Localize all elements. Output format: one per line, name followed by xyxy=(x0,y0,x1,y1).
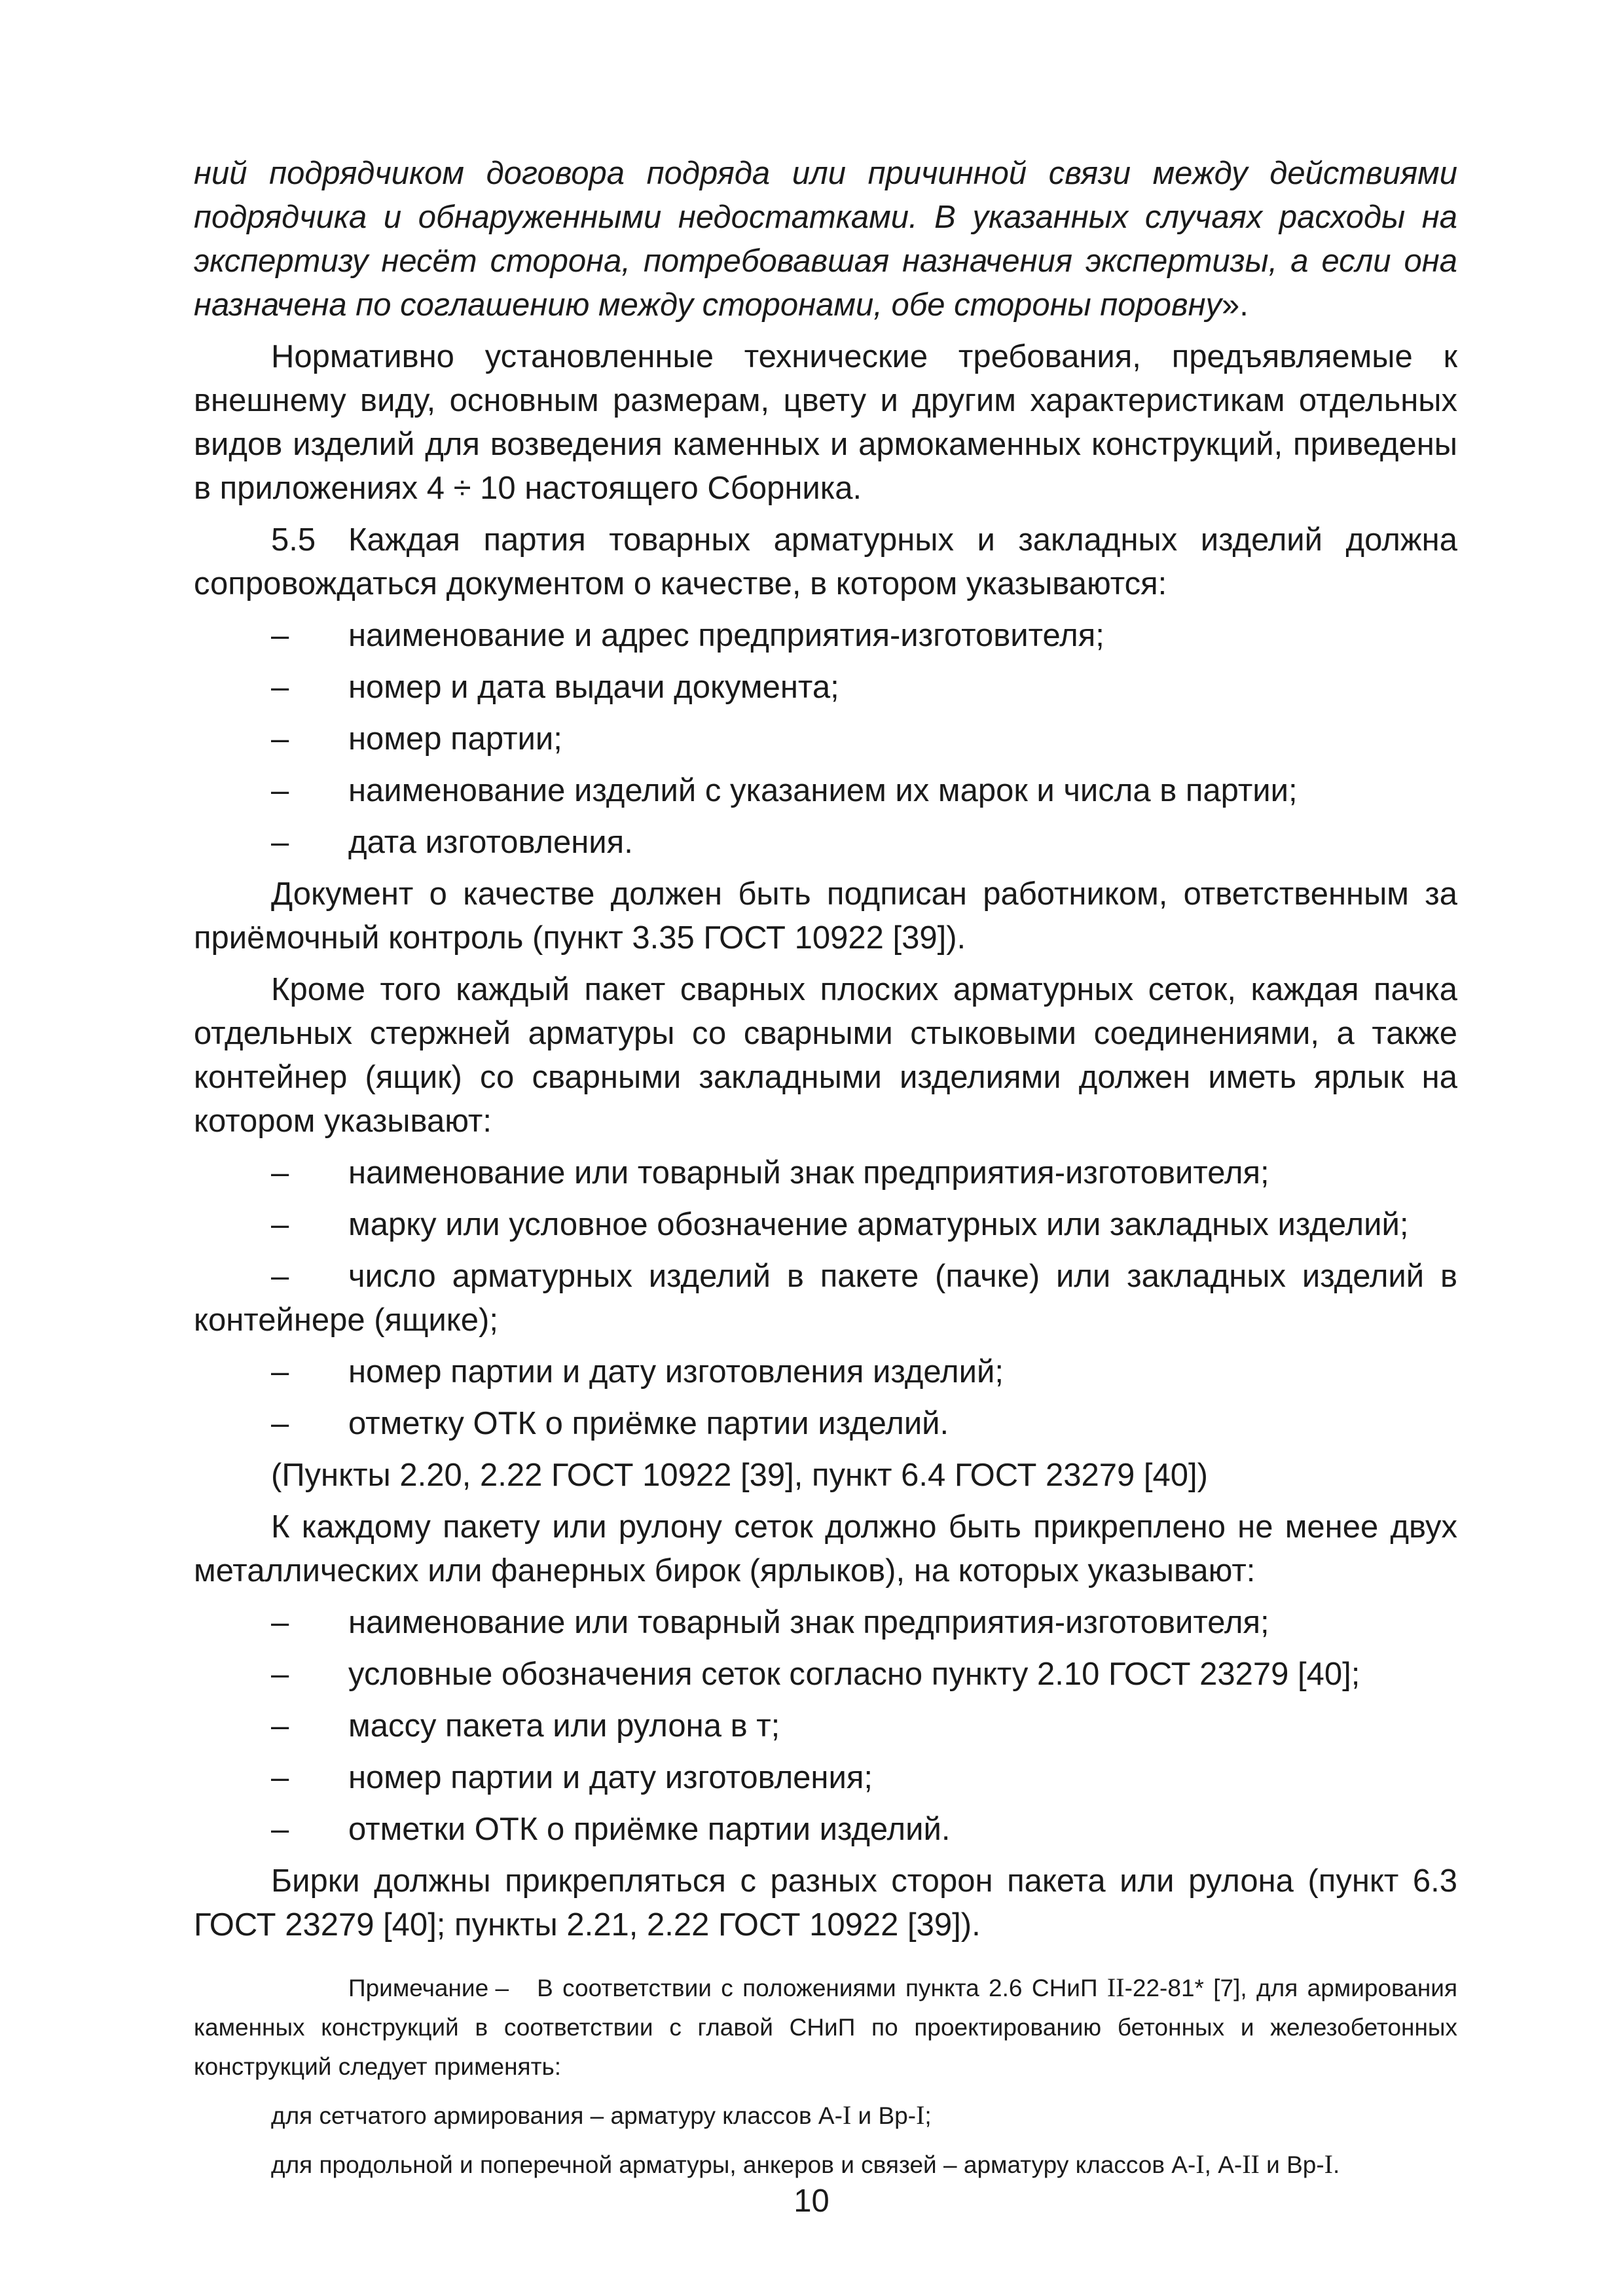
note-text: В соответствии с положениями пункта 2.6 СНиП xyxy=(537,1975,1107,2001)
list-item-text: номер и дата выдачи документа; xyxy=(348,670,839,705)
normative-paragraph: Нормативно установленные технические требования, предъявляемые к внешнему виду, основным размерам, цвету и другим характеристикам отдельных видов изделий для возведения каменных и армокаменных конструкций, приведены в приложениях 4 ÷ 10 настоящего Сборника. xyxy=(194,339,1457,506)
list-item-text: наименование изделий с указанием их марок и числа в партии; xyxy=(348,773,1298,808)
package-label-list xyxy=(194,1151,1457,1446)
list-item xyxy=(194,614,1457,658)
intro-italic-text: ний подрядчиком договора подряда или причинной связи между действиями подрядчика и обнаруженными недостатками. В указанных случаях расходы на экспертизу несёт сторона, потребовавшая назначения экспертизы, а если она назначена по соглашению между сторонами, обе стороны поровну xyxy=(194,156,1457,323)
list-item xyxy=(194,1151,1457,1195)
note-roman: I xyxy=(1324,2149,1333,2179)
note-paragraph xyxy=(194,1968,1457,2087)
tag-info-list xyxy=(194,1601,1457,1852)
list-item xyxy=(194,1255,1457,1342)
tags-paragraph: К каждому пакету или рулону сеток должно быть прикреплено не менее двух металлических или фанерных бирок (ярлыков), на которых указывают: xyxy=(194,1509,1457,1588)
list-item xyxy=(194,1704,1457,1748)
signed-paragraph: Документ о качестве должен быть подписан работником, ответственным за приёмочный контроль (пункт 3.35 ГОСТ 10922 [39]). xyxy=(194,876,1457,956)
list-item-text: массу пакета или рулона в т; xyxy=(348,1708,780,1744)
document-page xyxy=(194,152,1457,2185)
note-line-text: . xyxy=(1332,2151,1340,2178)
list-dash: – xyxy=(271,1812,289,1847)
note-line-text: и Вр- xyxy=(1259,2151,1324,2178)
list-item xyxy=(194,821,1457,865)
note-line-mesh xyxy=(271,2096,1457,2136)
note-line-longitudinal xyxy=(271,2145,1457,2185)
list-item-text: наименование и адрес предприятия-изготовителя; xyxy=(348,618,1104,653)
list-dash: – xyxy=(271,721,289,757)
list-item-text: отметку ОТК о приёмке партии изделий. xyxy=(348,1406,949,1441)
list-item-text: дата изготовления. xyxy=(348,825,633,860)
list-dash: – xyxy=(271,825,289,860)
list-item-text: отметки ОТК о приёмке партии изделий. xyxy=(348,1812,951,1847)
list-dash: – xyxy=(271,773,289,808)
list-dash: – xyxy=(271,1760,289,1795)
list-item-text: условные обозначения сеток согласно пункту 2.10 ГОСТ 23279 [40]; xyxy=(348,1657,1360,1692)
refs-paragraph: (Пункты 2.20, 2.22 ГОСТ 10922 [39], пункт 6.4 ГОСТ 23279 [40]) xyxy=(271,1458,1208,1493)
intro-tail: ». xyxy=(1222,287,1249,323)
package-paragraph: Кроме того каждый пакет сварных плоских арматурных сеток, каждая пачка отдельных стержней арматуры со сварными стыковыми соединениями, а также контейнер (ящик) со сварными закладными изделиями должен иметь ярлык на котором указывают: xyxy=(194,972,1457,1139)
intro-paragraph xyxy=(194,152,1457,327)
list-dash: – xyxy=(271,670,289,705)
list-item-text: номер партии и дату изготовления изделий; xyxy=(348,1354,1004,1390)
list-dash: – xyxy=(271,1155,289,1191)
note-line-text: для продольной и поперечной арматуры, анкеров и связей – арматуру классов А- xyxy=(271,2151,1196,2178)
section-number: 5.5 xyxy=(271,522,316,558)
note-roman: II xyxy=(1106,1973,1125,2002)
list-item xyxy=(194,1350,1457,1394)
section-5-5-paragraph xyxy=(194,518,1457,606)
list-item-text: номер партии и дату изготовления; xyxy=(348,1760,873,1795)
list-item xyxy=(194,717,1457,761)
list-dash: – xyxy=(271,1605,289,1640)
attach-paragraph: Бирки должны прикрепляться с разных сторон пакета или рулона (пункт 6.3 ГОСТ 23279 [40]; пункты 2.21, 2.22 ГОСТ 10922 [39]). xyxy=(194,1863,1457,1943)
note-line-text: ; xyxy=(924,2102,932,2129)
quality-doc-list xyxy=(194,614,1457,865)
note-label: Примечание – xyxy=(348,1975,509,2001)
list-dash: – xyxy=(271,1354,289,1390)
list-item xyxy=(194,1756,1457,1800)
list-item xyxy=(194,1808,1457,1852)
note-roman: I xyxy=(842,2100,852,2130)
list-item xyxy=(194,666,1457,709)
section-5-5-text: Каждая партия товарных арматурных и закладных изделий должна сопровождаться документом о качестве, в котором указываются: xyxy=(194,522,1457,601)
list-dash: – xyxy=(271,618,289,653)
note-line-text: , А- xyxy=(1204,2151,1243,2178)
list-item xyxy=(194,1601,1457,1645)
list-item-text: наименование или товарный знак предприятия-изготовителя; xyxy=(348,1155,1269,1191)
note-roman: I xyxy=(1195,2149,1205,2179)
list-item xyxy=(194,1203,1457,1247)
list-item-text: номер партии; xyxy=(348,721,562,757)
note-roman: II xyxy=(1242,2149,1260,2179)
list-item xyxy=(194,1402,1457,1446)
list-item xyxy=(194,769,1457,813)
list-dash: – xyxy=(271,1259,289,1294)
list-dash: – xyxy=(271,1406,289,1441)
list-item xyxy=(194,1653,1457,1696)
note-roman: I xyxy=(916,2100,925,2130)
note-line-text: для сетчатого армирования – арматуру классов А- xyxy=(271,2102,843,2129)
note-line-text: и Вр- xyxy=(851,2102,917,2129)
list-item-text: наименование или товарный знак предприятия-изготовителя; xyxy=(348,1605,1269,1640)
list-dash: – xyxy=(271,1657,289,1692)
list-item-text: марку или условное обозначение арматурных или закладных изделий; xyxy=(348,1207,1409,1242)
list-dash: – xyxy=(271,1708,289,1744)
list-item-text: число арматурных изделий в пакете (пачке) или закладных изделий в контейнере (ящике); xyxy=(194,1259,1457,1338)
page-number: 10 xyxy=(793,2183,830,2219)
note-text: -22-81* [7], для армирования каменных конструкций в соответствии с главой СНиП по проектированию бетонных и железобетонных конструкций следует применять: xyxy=(194,1975,1457,2080)
list-dash: – xyxy=(271,1207,289,1242)
